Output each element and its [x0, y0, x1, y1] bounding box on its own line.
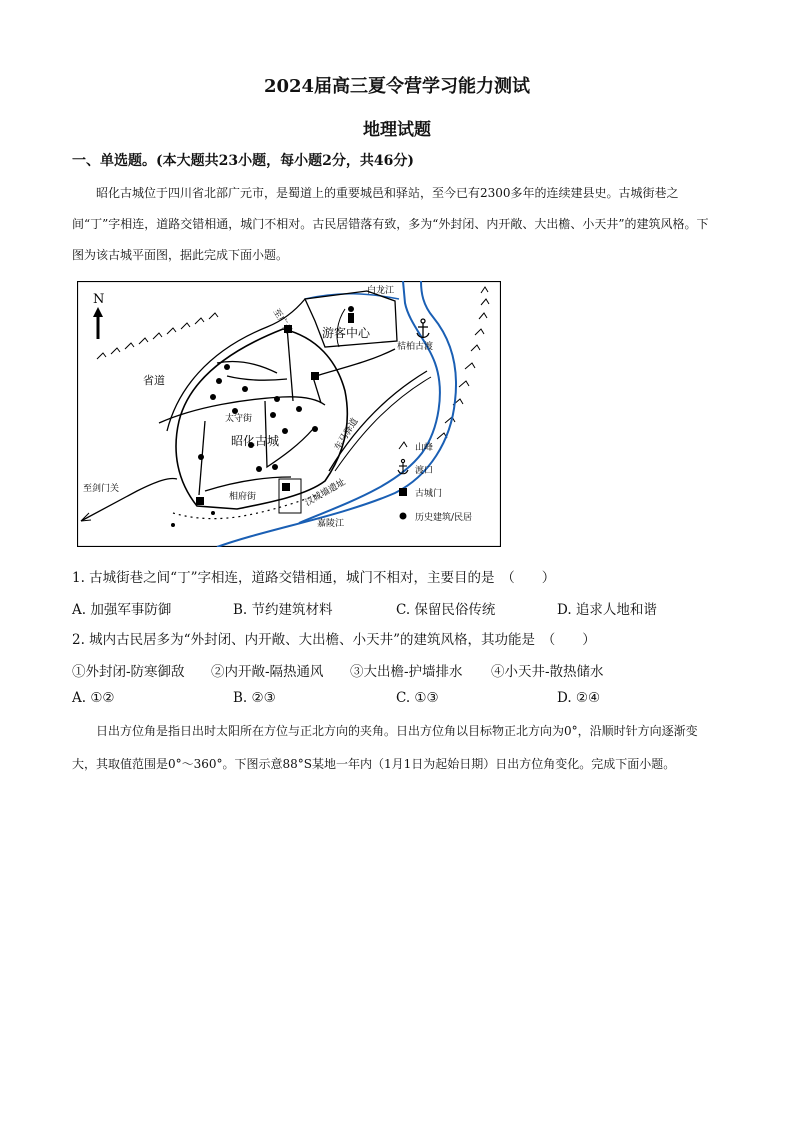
label-province-road: 省道 — [143, 374, 165, 387]
q1-option-b[interactable]: B. 节约建筑材料 — [233, 602, 333, 618]
svg-text:渡口: 渡口 — [415, 466, 434, 476]
q2-item-3: ③大出檐-护墙排水 — [350, 664, 463, 680]
label-post-road: 车马驿道 — [333, 416, 361, 453]
q2-option-a[interactable]: A. ①② — [72, 690, 115, 706]
exam-subtitle: 地理试题 — [363, 120, 431, 140]
passage-2: 日出方位角是指日出时太阳所在方位与正北方向的夹角。日出方位角以目标物正北方向为0°，沿顺时针方向逐渐变大，其取值范围是0°～360°。下图示意88°S某地一年内（1月1日为起始日期）日出方位角变化。完成下面小题。 — [72, 724, 698, 771]
q2-option-b[interactable]: B. ②③ — [233, 690, 276, 706]
label-zhaohua-town: 昭化古城 — [231, 434, 280, 448]
north-label: N — [93, 292, 105, 307]
q2-item-4: ④小天井-散热储水 — [491, 664, 604, 680]
label-to-guangyuan: 至广元 — [270, 307, 294, 336]
gate-south — [282, 483, 290, 491]
town-map — [77, 281, 501, 547]
svg-text:山峰: 山峰 — [415, 443, 434, 453]
q2-option-c[interactable]: C. ①③ — [396, 690, 439, 706]
label-han-wall-ruins: 汉城墙遗址 — [303, 477, 348, 509]
q1-option-d[interactable]: D. 追求人地和谐 — [557, 602, 657, 618]
label-bailong-river: 白龙江 — [367, 286, 395, 296]
label-taishou-street: 太守街 — [225, 414, 253, 424]
exam-title: 2024届高三夏令营学习能力测试 — [263, 76, 531, 97]
section-heading: 一、单选题。(本大题共23小题，每小题2分，共46分) — [72, 153, 414, 169]
svg-text:历史建筑/民居: 历史建筑/民居 — [415, 513, 473, 523]
question-2-stem: 2. 城内古民居多为“外封闭、内开敞、大出檐、小天井”的建筑风格，其功能是 （ ） — [72, 632, 596, 648]
label-visitor-center: 游客中心 — [322, 326, 371, 340]
passage-1: 昭化古城位于四川省北部广元市，是蜀道上的重要城邑和驿站，至今已有2300多年的连续建县史。古城街巷之间“丁”字相连，道路交错相通，城门不相对。古民居错落有致，多为“外封闭、内开敞、大出檐、小天井”的建筑风格。下图为该古城平面图，据此完成下面小题。 — [72, 186, 709, 262]
question-1-stem: 1. 古城街巷之间“丁”字相连，道路交错相通，城门不相对，主要目的是 （ ） — [72, 570, 556, 586]
person-icon — [348, 306, 354, 312]
q1-option-c[interactable]: C. 保留民俗传统 — [396, 602, 496, 618]
q1-option-a[interactable]: A. 加强军事防御 — [72, 602, 172, 618]
label-jiebai-ferry: 桔柏古渡 — [397, 342, 434, 352]
gate-west — [196, 497, 204, 505]
svg-text:古城门: 古城门 — [415, 489, 443, 499]
q2-item-1: ①外封闭-防寒御敌 — [72, 664, 185, 680]
gate-east — [311, 372, 319, 380]
q2-item-2: ②内开敞-隔热通风 — [211, 664, 324, 680]
q2-option-d[interactable]: D. ②④ — [557, 690, 601, 706]
label-to-jianmen: 至剑门关 — [83, 484, 120, 494]
label-xiangfu-street: 相府街 — [229, 492, 257, 502]
label-jialing-river: 嘉陵江 — [317, 519, 345, 529]
